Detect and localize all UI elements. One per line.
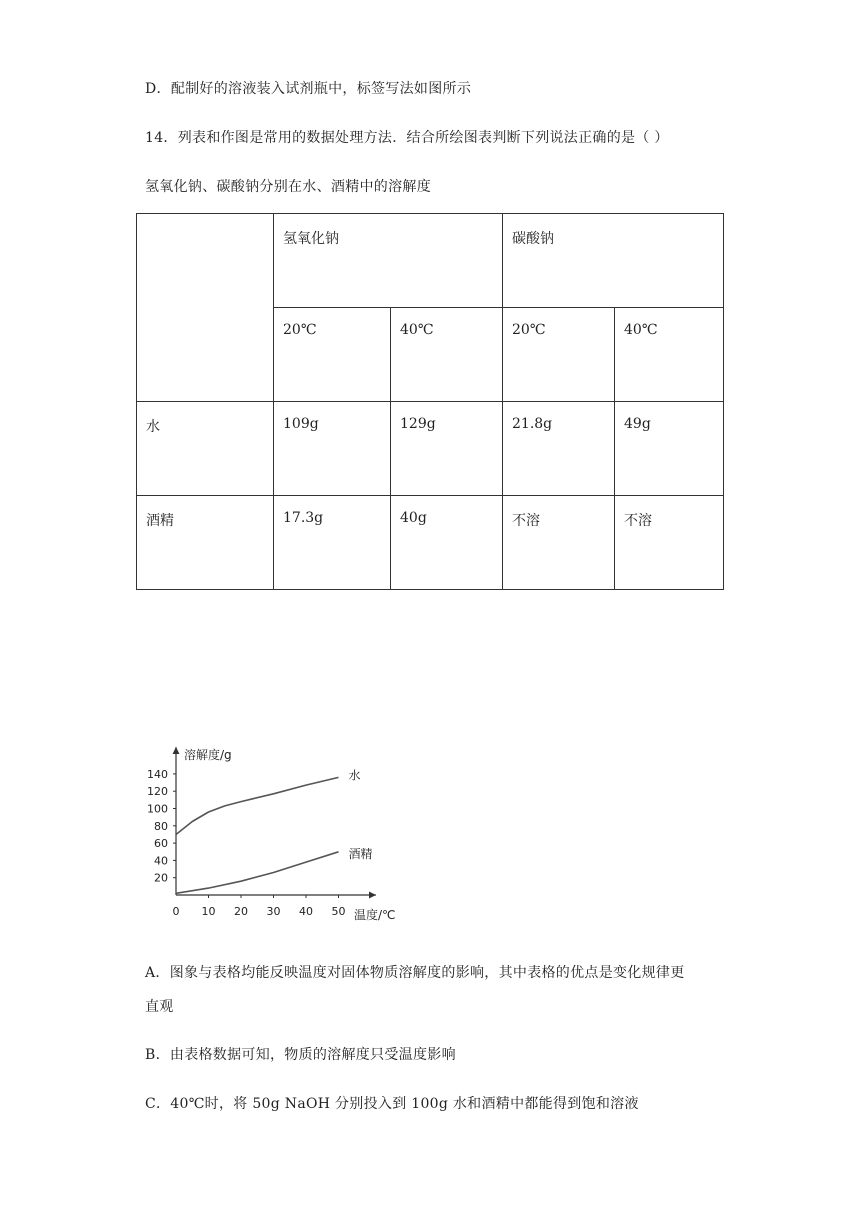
temp-cell: 20℃ xyxy=(274,308,391,402)
x-tick-label: 20 xyxy=(234,905,248,918)
x-tick-label: 50 xyxy=(331,905,346,918)
option-c: C．40℃时，将 50g NaOH 分别投入到 100g 水和酒精中都能得到饱和溶液 xyxy=(145,1096,639,1112)
series-line-1 xyxy=(176,852,339,894)
value-cell: 49g xyxy=(615,402,724,496)
x-tick-label: 0 xyxy=(172,905,180,918)
table-row xyxy=(137,496,724,590)
solubility-chart xyxy=(140,735,410,935)
y-tick-label: 20 xyxy=(154,871,168,885)
series-label: 水 xyxy=(348,768,361,783)
y-axis-label: 溶解度/g xyxy=(184,748,232,762)
series-label: 酒精 xyxy=(348,846,373,861)
y-tick-label: 80 xyxy=(154,819,168,833)
value-cell: 129g xyxy=(391,402,503,496)
y-tick-label: 60 xyxy=(154,837,168,851)
value-cell: 40g xyxy=(391,496,503,590)
y-tick-label: 140 xyxy=(147,767,168,781)
y-tick-label: 40 xyxy=(154,854,168,868)
option-a-line1: A．图象与表格均能反映温度对固体物质溶解度的影响，其中表格的优点是变化规律更 xyxy=(145,965,685,981)
temp-cell: 40℃ xyxy=(391,308,503,402)
value-cell: 不溶 xyxy=(615,496,724,590)
row-label-water: 水 xyxy=(137,402,274,496)
header-naoh: 氢氧化钠 xyxy=(274,214,503,308)
value-cell: 109g xyxy=(274,402,391,496)
option-a-line2: 直观 xyxy=(145,999,174,1015)
table-corner-cell xyxy=(137,214,274,402)
y-tick-label: 100 xyxy=(147,802,168,816)
option-b: B．由表格数据可知，物质的溶解度只受温度影响 xyxy=(145,1047,456,1063)
solubility-table xyxy=(136,213,724,590)
row-label-alcohol: 酒精 xyxy=(137,496,274,590)
value-cell: 21.8g xyxy=(503,402,615,496)
value-cell: 不溶 xyxy=(503,496,615,590)
value-cell: 17.3g xyxy=(274,496,391,590)
header-na2co3: 碳酸钠 xyxy=(503,214,724,308)
question-14-stem: 14．列表和作图是常用的数据处理方法．结合所绘图表判断下列说法正确的是（ ） xyxy=(145,130,669,146)
x-tick-label: 30 xyxy=(266,905,281,918)
x-axis-label: 温度/℃ xyxy=(354,908,396,922)
x-tick-label: 40 xyxy=(299,905,313,918)
x-tick-label: 10 xyxy=(201,905,216,918)
y-tick-label: 120 xyxy=(147,785,168,799)
option-d-text: D．配制好的溶液装入试剂瓶中，标签写法如图所示 xyxy=(145,81,472,97)
series-line-0 xyxy=(176,777,339,834)
temp-cell: 40℃ xyxy=(615,308,724,402)
table-title: 氢氧化钠、碳酸钠分别在水、酒精中的溶解度 xyxy=(145,179,431,195)
temp-cell: 20℃ xyxy=(503,308,615,402)
table-row xyxy=(137,402,724,496)
